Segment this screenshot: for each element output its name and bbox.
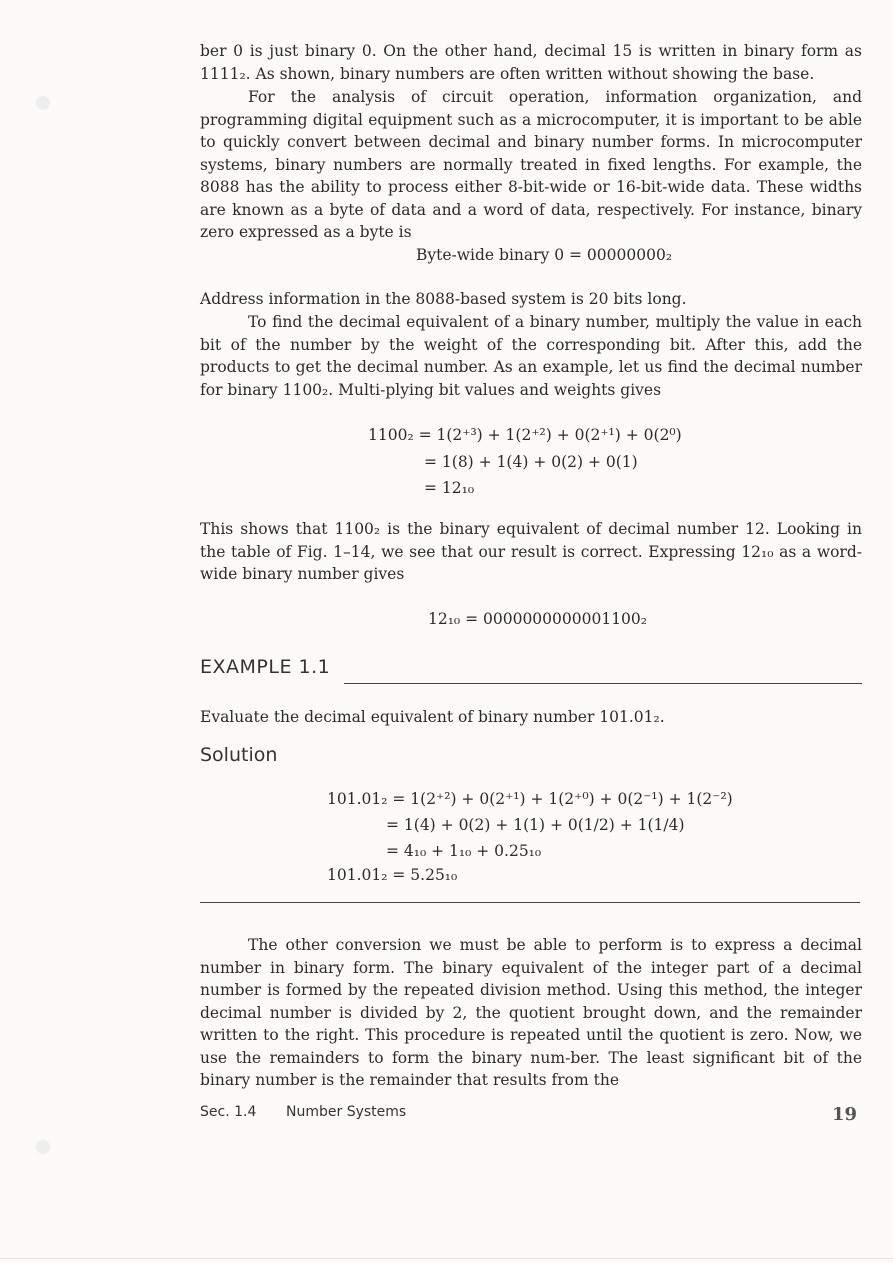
paragraph-binary-intro: ber 0 is just binary 0. On the other hand, decimal 15 is written in binary form as 1111₂. As shown, binary numbers are often written without showing the base. — [200, 42, 862, 83]
footer-page-number: 19 — [832, 1104, 858, 1125]
page-edge-line — [0, 1258, 893, 1259]
solution-line-3: = 4₁₀ + 1₁₀ + 0.25₁₀ — [386, 842, 542, 860]
punch-hole-mark — [36, 96, 50, 110]
equation-word-wide: 12₁₀ = 0000000000001100₂ — [428, 610, 647, 628]
punch-hole-mark — [36, 1140, 50, 1154]
equation-byte-zero: Byte-wide binary 0 = 00000000₂ — [416, 246, 673, 264]
paragraph-decimal-equivalent-method: To find the decimal equivalent of a binary number, multiply the value in each bit of the number by the weight of the corresponding bit. After this, add the products to get the decimal number. As an example, let us find the decimal number for binary 1100₂. Multi-plying bit values and weights gives — [200, 313, 862, 399]
footer-section-number: Sec. 1.4 — [200, 1104, 257, 1120]
example-prompt: Evaluate the decimal equivalent of binary number 101.01₂. — [200, 708, 665, 726]
solution-heading: Solution — [200, 744, 278, 766]
paragraph-address-info: Address information in the 8088-based system is 20 bits long. — [200, 290, 687, 308]
solution-line-4: 101.01₂ = 5.25₁₀ — [327, 866, 458, 884]
solution-line-2: = 1(4) + 0(2) + 1(1) + 0(1/2) + 1(1/4) — [386, 816, 685, 834]
footer-section-title: Number Systems — [286, 1104, 407, 1120]
paragraph-conversion-importance: For the analysis of circuit operation, information organization, and programming digital equipment such as a microcomputer, it is important to be able to quickly convert between decimal and binary number forms. In microcomputer systems, binary numbers are normally treated in fixed lengths. For example, the 8088 has the ability to process either 8-bit-wide or 16-bit-wide data. These widths are known as a byte of data and a word of data, respectively. For instance, binary zero expressed as a byte is — [200, 88, 862, 241]
solution-line-1: 101.01₂ = 1(2⁺²) + 0(2⁺¹) + 1(2⁺⁰) + 0(2⁻¹) + 1(2⁻²) — [327, 790, 733, 808]
equation-conversion-line-2: = 1(8) + 1(4) + 0(2) + 0(1) — [424, 453, 638, 471]
example-end-rule — [200, 902, 860, 903]
paragraph-repeated-division: The other conversion we must be able to perform is to express a decimal number in binary form. The binary equivalent of the integer part of a decimal number is formed by the repeated division method. Using this method, the integer decimal number is divided by 2, the quotient brought down, and the remainder written to the right. This procedure is repeated until the quotient is zero. Now, we use the remainders to form the binary num-ber. The least significant bit of the binary number is the remainder that results from the — [200, 936, 862, 1089]
equation-conversion-line-3: = 12₁₀ — [424, 479, 475, 497]
paragraph-result-check: This shows that 1100₂ is the binary equivalent of decimal number 12. Looking in the table of Fig. 1–14, we see that our result is correct. Expressing 12₁₀ as a word-wide binary number gives — [200, 520, 862, 583]
example-title: EXAMPLE 1.1 — [200, 656, 331, 678]
equation-conversion-line-1: 1100₂ = 1(2⁺³) + 1(2⁺²) + 0(2⁺¹) + 0(2⁰) — [368, 426, 682, 444]
example-title-rule — [344, 683, 862, 684]
